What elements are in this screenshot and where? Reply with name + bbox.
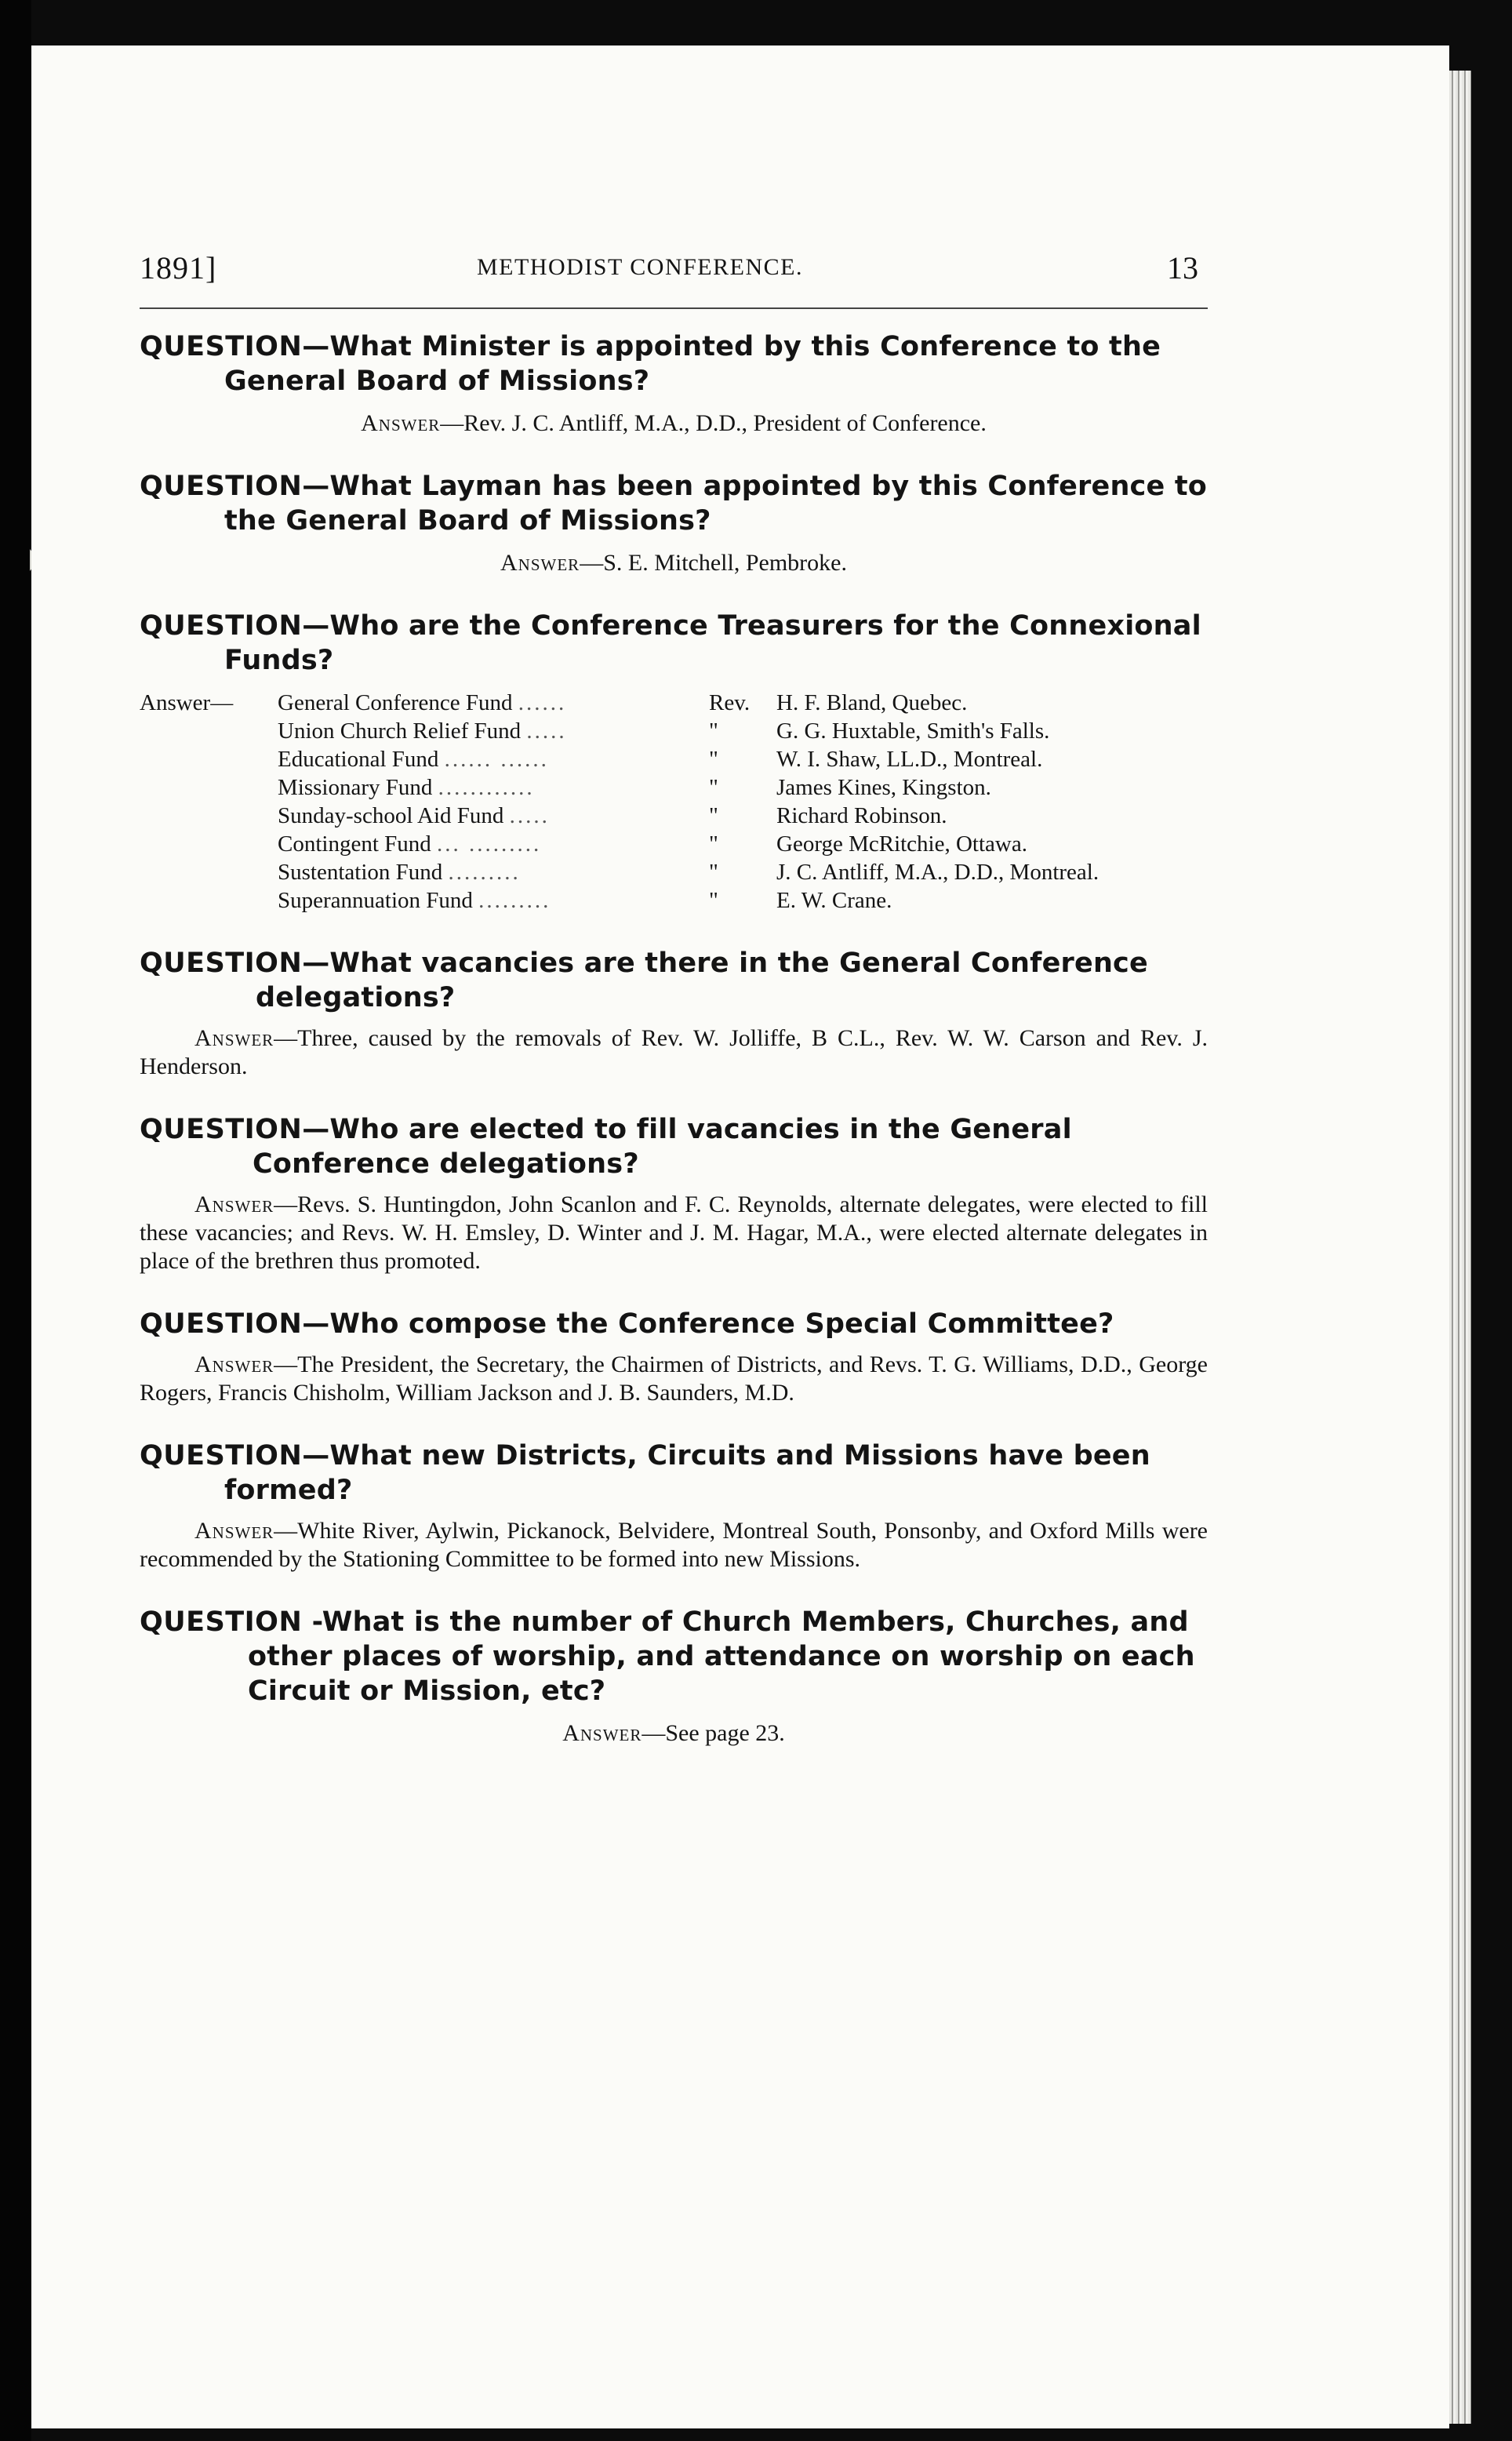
answer xyxy=(140,1719,1208,1748)
answer-text: —White River, Aylwin, Pickanock, Belvidere, Montreal South, Ponsonby, and Oxford Mills were recommended by the Stationing Committee to be formed into new Missions. xyxy=(140,1518,1208,1572)
question xyxy=(140,329,1208,398)
qa-block xyxy=(140,1439,1208,1573)
answer-label: Answer— xyxy=(140,690,234,715)
question xyxy=(140,609,1208,678)
leader-dots: ...... ...... xyxy=(444,747,549,772)
fund-name-text: Missionary Fund xyxy=(278,775,433,800)
fund-name xyxy=(278,745,709,773)
answer xyxy=(140,1351,1208,1407)
leader-dots: ...... xyxy=(518,690,567,715)
treasurer-name: Richard Robinson. xyxy=(776,803,947,828)
fund-name xyxy=(278,830,709,858)
answer xyxy=(140,1191,1208,1275)
answer-label: Answer xyxy=(562,1720,642,1746)
answer-label xyxy=(140,802,278,830)
answer-label: Answer xyxy=(194,1518,274,1544)
treasurer-name: George McRitchie, Ottawa. xyxy=(776,831,1027,857)
qa-block xyxy=(140,946,1208,1081)
question-prefix: QUESTION xyxy=(140,331,303,362)
treasurer-name: G. G. Huxtable, Smith's Falls. xyxy=(776,718,1050,744)
fund-name xyxy=(278,802,709,830)
question-text: —Who compose the Conference Special Committee? xyxy=(302,1308,1114,1340)
ditto-mark: " xyxy=(709,775,718,800)
list-item xyxy=(140,745,1208,773)
answer-label xyxy=(140,773,278,802)
qa-block xyxy=(140,609,1208,915)
fund-name xyxy=(278,689,709,717)
fund-name-text: General Conference Fund xyxy=(278,690,513,715)
question-text: —Who are elected to fill vacancies in the General Conference delegations? xyxy=(253,1114,1072,1180)
question-text: —Who are the Conference Treasurers for the Connexional Funds? xyxy=(224,610,1201,676)
title-prefix: Rev. xyxy=(709,690,751,715)
question xyxy=(140,1605,1208,1708)
question xyxy=(140,946,1208,1015)
answer-label: Answer xyxy=(194,1191,274,1217)
fund-name-text: Sustentation Fund xyxy=(278,860,443,885)
question xyxy=(140,1439,1208,1508)
ditto-mark: " xyxy=(709,831,718,857)
fund-name-text: Superannuation Fund xyxy=(278,888,473,913)
question-text: —What new Districts, Circuits and Missions have been formed? xyxy=(224,1440,1150,1506)
list-item xyxy=(140,689,1208,717)
answer-label xyxy=(140,886,278,915)
question-prefix: QUESTION xyxy=(140,1114,303,1145)
question-prefix: QUESTION xyxy=(140,471,303,502)
answer-label xyxy=(140,745,278,773)
treasurer-name: W. I. Shaw, LL.D., Montreal. xyxy=(776,747,1043,772)
fund-name-text: Educational Fund xyxy=(278,747,439,772)
question-text: —What Layman has been appointed by this Conference to the General Board of Missions? xyxy=(224,471,1208,537)
list-item xyxy=(140,830,1208,858)
page-number: 13 xyxy=(1167,250,1198,286)
answer-label: Answer xyxy=(194,1025,274,1051)
list-item xyxy=(140,802,1208,830)
answer-text: —Rev. J. C. Antliff, M.A., D.D., President of Conference. xyxy=(440,410,987,436)
answer-label: Answer xyxy=(500,550,580,576)
question-prefix: QUESTION xyxy=(140,948,303,979)
answer-label xyxy=(140,717,278,745)
answer xyxy=(140,1024,1208,1081)
question-text: —What Minister is appointed by this Conference to the General Board of Missions? xyxy=(224,331,1161,397)
treasurer-name: E. W. Crane. xyxy=(776,888,892,913)
answer-text: —Three, caused by the removals of Rev. W. Jolliffe, B C.L., Rev. W. W. Carson and Rev. J. Henderson. xyxy=(140,1025,1208,1079)
header-rule xyxy=(140,307,1208,309)
question xyxy=(140,469,1208,538)
running-header xyxy=(140,249,1198,296)
question xyxy=(140,1307,1208,1341)
fund-name-text: Sunday-school Aid Fund xyxy=(278,803,504,828)
question-prefix: QUESTION xyxy=(140,1308,303,1340)
answer-text: —See page 23. xyxy=(642,1720,785,1746)
ditto-mark: " xyxy=(709,718,718,744)
ditto-mark: " xyxy=(709,803,718,828)
question-text: -What is the number of Church Members, Churches, and other places of worship, and attendance on worship on each Circuit or Mission, etc? xyxy=(248,1606,1195,1707)
ditto-mark: " xyxy=(709,860,718,885)
answer-label: Answer xyxy=(361,410,441,436)
fund-name xyxy=(278,858,709,886)
qa-block xyxy=(140,329,1208,438)
question-prefix: QUESTION xyxy=(140,1606,303,1638)
treasurers-list xyxy=(140,689,1208,915)
answer-label: Answer xyxy=(194,1351,274,1377)
fund-name xyxy=(278,886,709,915)
answer-label xyxy=(140,858,278,886)
answer xyxy=(140,1517,1208,1573)
answer xyxy=(140,549,1208,577)
ditto-mark: " xyxy=(709,747,718,772)
leader-dots: ... ......... xyxy=(437,831,542,857)
qa-block xyxy=(140,1112,1208,1275)
answer-text: —S. E. Mitchell, Pembroke. xyxy=(580,550,847,576)
header-title: METHODIST CONFERENCE. xyxy=(477,254,803,280)
list-item xyxy=(140,773,1208,802)
list-item xyxy=(140,858,1208,886)
treasurer-name: James Kines, Kingston. xyxy=(776,775,991,800)
qa-block xyxy=(140,1605,1208,1748)
leader-dots: ......... xyxy=(448,860,521,885)
question-prefix: QUESTION xyxy=(140,1440,303,1472)
question-text: —What vacancies are there in the General Conference delegations? xyxy=(256,948,1148,1013)
fund-name xyxy=(278,773,709,802)
list-item xyxy=(140,886,1208,915)
qa-block xyxy=(140,1307,1208,1407)
question xyxy=(140,1112,1208,1181)
page-content xyxy=(140,329,1208,1779)
leader-dots: ..... xyxy=(509,803,550,828)
leader-dots: ..... xyxy=(526,718,567,744)
list-item xyxy=(140,717,1208,745)
qa-block xyxy=(140,469,1208,577)
answer-label xyxy=(140,830,278,858)
fund-name xyxy=(278,717,709,745)
answer-text: —The President, the Secretary, the Chairmen of Districts, and Revs. T. G. Williams, D.D., George Rogers, Francis Chisholm, William Jackson and J. B. Saunders, M.D. xyxy=(140,1351,1208,1406)
header-year: 1891] xyxy=(140,250,217,286)
fund-name-text: Union Church Relief Fund xyxy=(278,718,522,744)
book-spine xyxy=(0,0,31,2441)
question-prefix: QUESTION xyxy=(140,610,303,642)
page-edges xyxy=(1449,71,1471,2424)
treasurer-name: J. C. Antliff, M.A., D.D., Montreal. xyxy=(776,860,1099,885)
answer xyxy=(140,409,1208,438)
treasurer-name: H. F. Bland, Quebec. xyxy=(776,690,968,715)
leader-dots: ......... xyxy=(478,888,551,913)
leader-dots: ............ xyxy=(438,775,535,800)
answer-text: —Revs. S. Huntingdon, John Scanlon and F. C. Reynolds, alternate delegates, were elected to fill these vacancies; and Revs. W. H. Emsley, D. Winter and J. M. Hagar, M.A., were elected alternate delegates in place of the brethren thus promoted. xyxy=(140,1191,1208,1274)
ditto-mark: " xyxy=(709,888,718,913)
fund-name-text: Contingent Fund xyxy=(278,831,431,857)
